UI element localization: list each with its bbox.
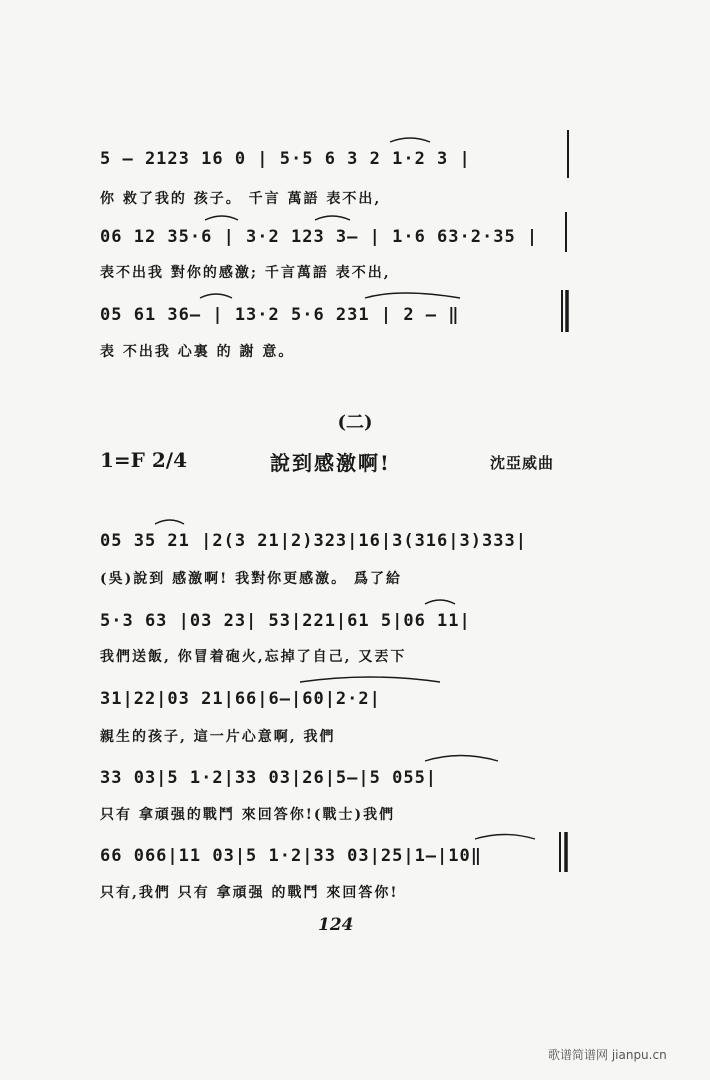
- lyrics-line: 表 不出我 心裏 的 謝 意。: [100, 344, 295, 360]
- slur-mark: [475, 835, 535, 840]
- song-title: 說到感激啊!: [270, 451, 391, 475]
- slur-mark: [205, 216, 238, 220]
- slur-mark: [365, 293, 460, 298]
- lyrics-line: 只有,我們 只有 拿頑强 的戰鬥 來回答你!: [100, 885, 399, 901]
- lyrics-line: 只有 拿頑强的戰鬥 來回答你!(戰士)我們: [100, 807, 396, 823]
- lyrics-line: 你 救了我的 孩子。 千言 萬語 表不出,: [100, 191, 382, 207]
- lyrics-line: 表不出我 對你的感激; 千言萬語 表不出,: [100, 265, 391, 281]
- slur-mark: [200, 294, 232, 298]
- key-label: 1=F: [100, 448, 145, 472]
- slur-mark: [155, 520, 184, 524]
- notation-line: 66 066|11 03|5 1·2|33 03|25|1—|10‖: [100, 846, 482, 866]
- slur-mark: [425, 756, 498, 762]
- composer: 沈亞威曲: [490, 454, 555, 472]
- lyrics-line: (吳)說到 感激啊! 我對你更感激。 爲了給: [100, 571, 403, 587]
- slur-mark: [425, 600, 455, 604]
- slur-mark: [300, 677, 440, 682]
- lyrics-line: 我們送飯, 你冒着砲火,忘掉了自己, 又丟下: [100, 649, 407, 665]
- section-number: (二): [337, 412, 373, 433]
- page-number: 124: [318, 915, 354, 935]
- time-signature: 2/4: [151, 448, 187, 472]
- notation-line: 06 12 35·6 | 3·2 123 3— | 1·6 63·2·35 |: [100, 227, 539, 247]
- notation-line: 5·3 63 |03 23| 53|221|61 5|06 11|: [100, 611, 471, 631]
- key-signature: [100, 448, 187, 472]
- notation-line: 05 61 36— | 13·2 5·6 231 | 2 — ‖: [100, 305, 460, 325]
- notation-line: 5 — 2123 16 0 | 5·5 6 3 2 1·2 3 |: [100, 149, 471, 169]
- site-watermark: 歌谱简谱网 jianpu.cn: [548, 1048, 667, 1062]
- notation-line: 31|22|03 21|66|6—|60|2·2|: [100, 689, 381, 709]
- slur-mark: [390, 138, 430, 142]
- notation-line: 05 35 21 |2(3 21|2)323|16|3(316|3)333|: [100, 531, 527, 551]
- slur-mark: [315, 216, 350, 220]
- lyrics-line: 親生的孩子, 這一片心意啊, 我們: [100, 729, 336, 745]
- notation-line: 33 03|5 1·2|33 03|26|5—|5 055|: [100, 768, 438, 788]
